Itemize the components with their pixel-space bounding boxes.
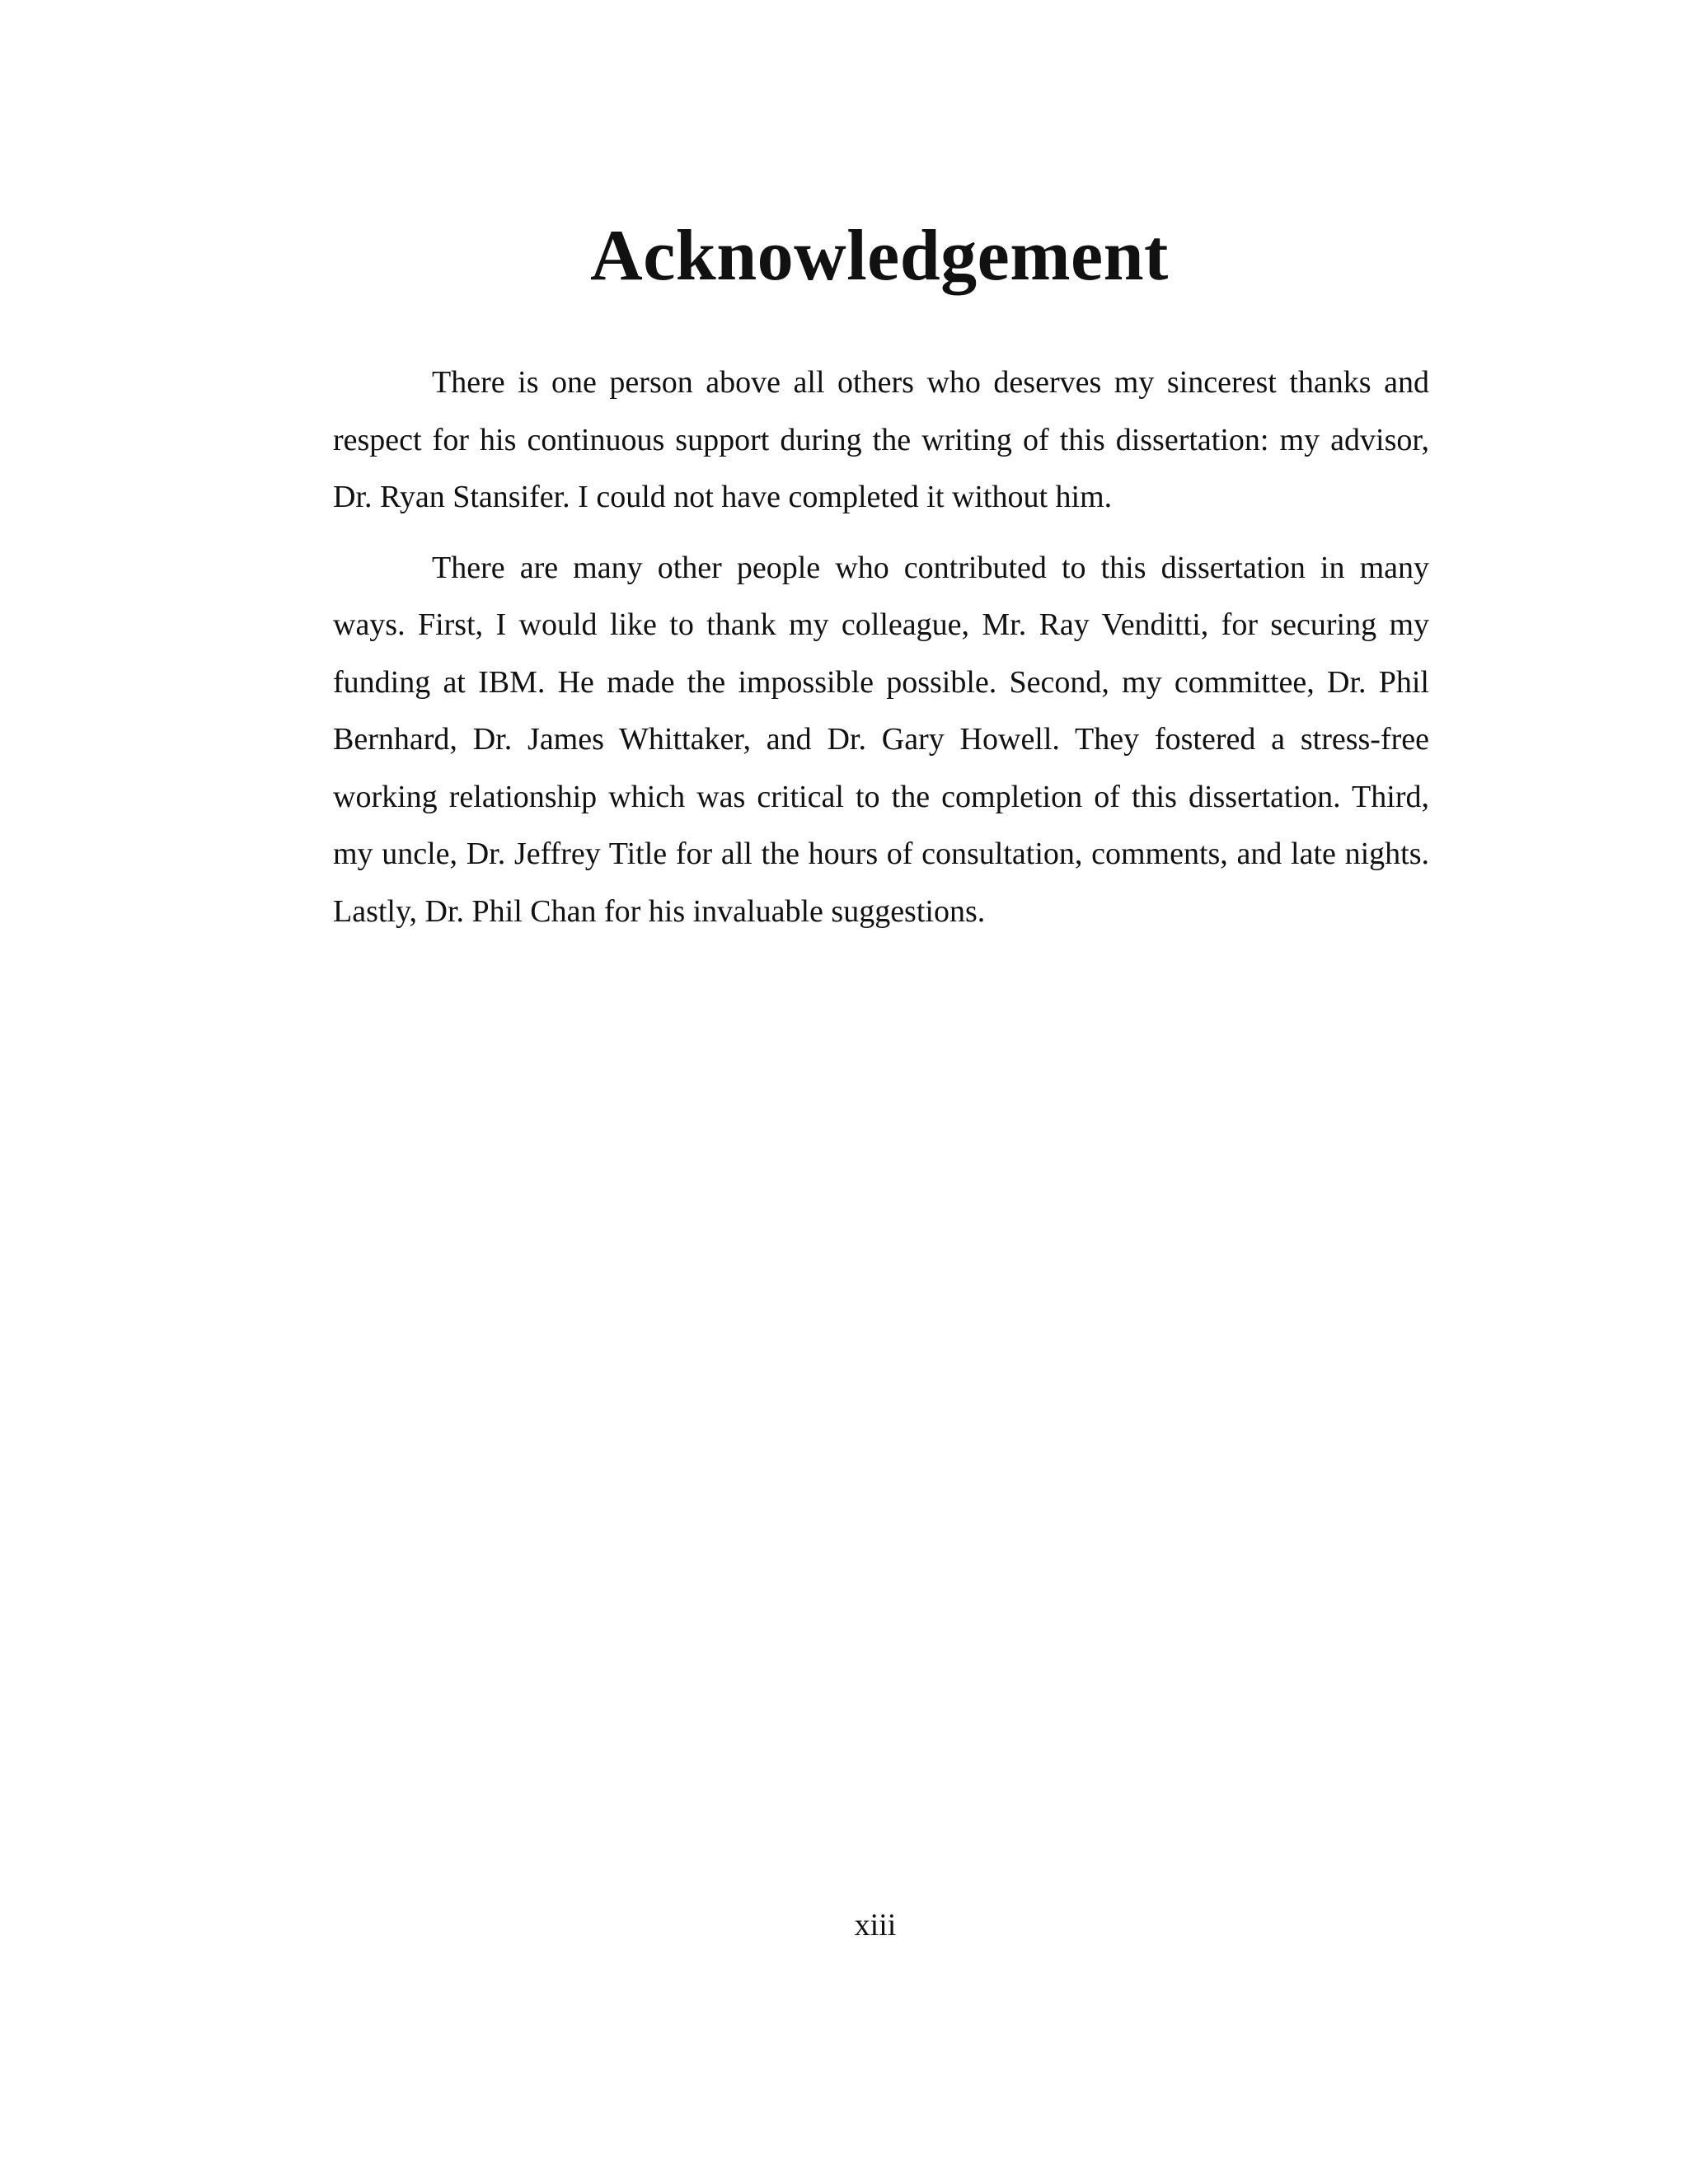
paragraph-advisor: There is one person above all others who deserves my sincerest thanks and respect for his continuous support during the writing of this dissertation: my advisor, Dr. Ryan Stansifer. I could not have completed it without him. (333, 365, 1429, 514)
page-number: xiii (854, 1908, 897, 1943)
paragraph-contributors: There are many other people who contributed to this dissertation in many ways. First, I would like to thank my colleague, Mr. Ray Venditti, for securing my funding at IBM. He made the impossible possible. Second, my committee, Dr. Phil Bernhard, Dr. James Whittaker, and Dr. Gary Howell. They fostered a stress-free working relationship which was critical to the completion of this dissertation. Third, my uncle, Dr. Jeffrey Title for all the hours of consultation, comments, and late nights. Lastly, Dr. Phil Chan for his invaluable suggestions. (333, 550, 1429, 929)
page-title: Acknowledgement (590, 216, 1169, 296)
acknowledgement-body (333, 354, 1429, 954)
